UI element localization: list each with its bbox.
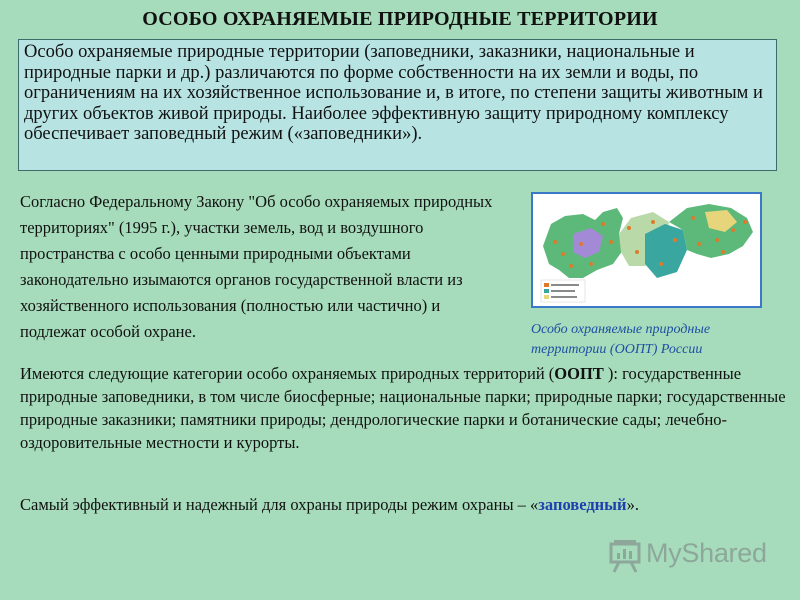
zapovedny-highlight: заповедный [538, 495, 627, 514]
myshared-logo[interactable] [608, 536, 768, 576]
logo-text: MyShared [646, 538, 767, 568]
categories-text-after: ): государственные природные заповедники, в том числе биосферные; национальные парки; природные парки; государственные природные заказники; памятники природы; дендрологические парки и ботанические сады; лечебно-оздоровительные местности и курорты. [20, 364, 786, 452]
oopt-abbr: ООПТ [554, 364, 604, 383]
summary-text-after: ». [626, 495, 639, 514]
categories-text-before: Имеются следующие категории особо охраняемых природных территорий ( [20, 364, 555, 383]
summary-paragraph [20, 493, 780, 517]
map-legend [541, 280, 585, 302]
summary-text-before: Самый эффективный и надежный для охраны природы режим охраны – « [20, 495, 539, 514]
law-paragraph: Согласно Федеральному Закону "Об особо охраняемых природных территориях" (1995 г.), участки земель, вод и воздушного пространства с особо ценными природными объектами законодательно изымаются органов государственной власти из хозяйственного использования (полностью или частично) и подлежат особой охране. [20, 192, 493, 341]
map-caption: Особо охраняемые природные территории (ООПТ) России [531, 322, 711, 357]
categories-paragraph [20, 362, 790, 454]
presentation-board-icon [608, 538, 642, 574]
page-title: ОСОБО ОХРАНЯЕМЫЕ ПРИРОДНЫЕ ТЕРРИТОРИИ [142, 8, 658, 30]
intro-box: Особо охраняемые природные территории (заповедники, заказники, национальные и природные парки и др.) различаются по форме собственности на их земли и воды, по ограничениям на их хозяйственное использование и, в итоге, по степени защиты животным и других объектов живой природы. Наиболее эффективную защиту природному комплексу обеспечивает заповедный режим («заповедники»). [18, 39, 777, 171]
protected-areas-map [531, 192, 762, 308]
